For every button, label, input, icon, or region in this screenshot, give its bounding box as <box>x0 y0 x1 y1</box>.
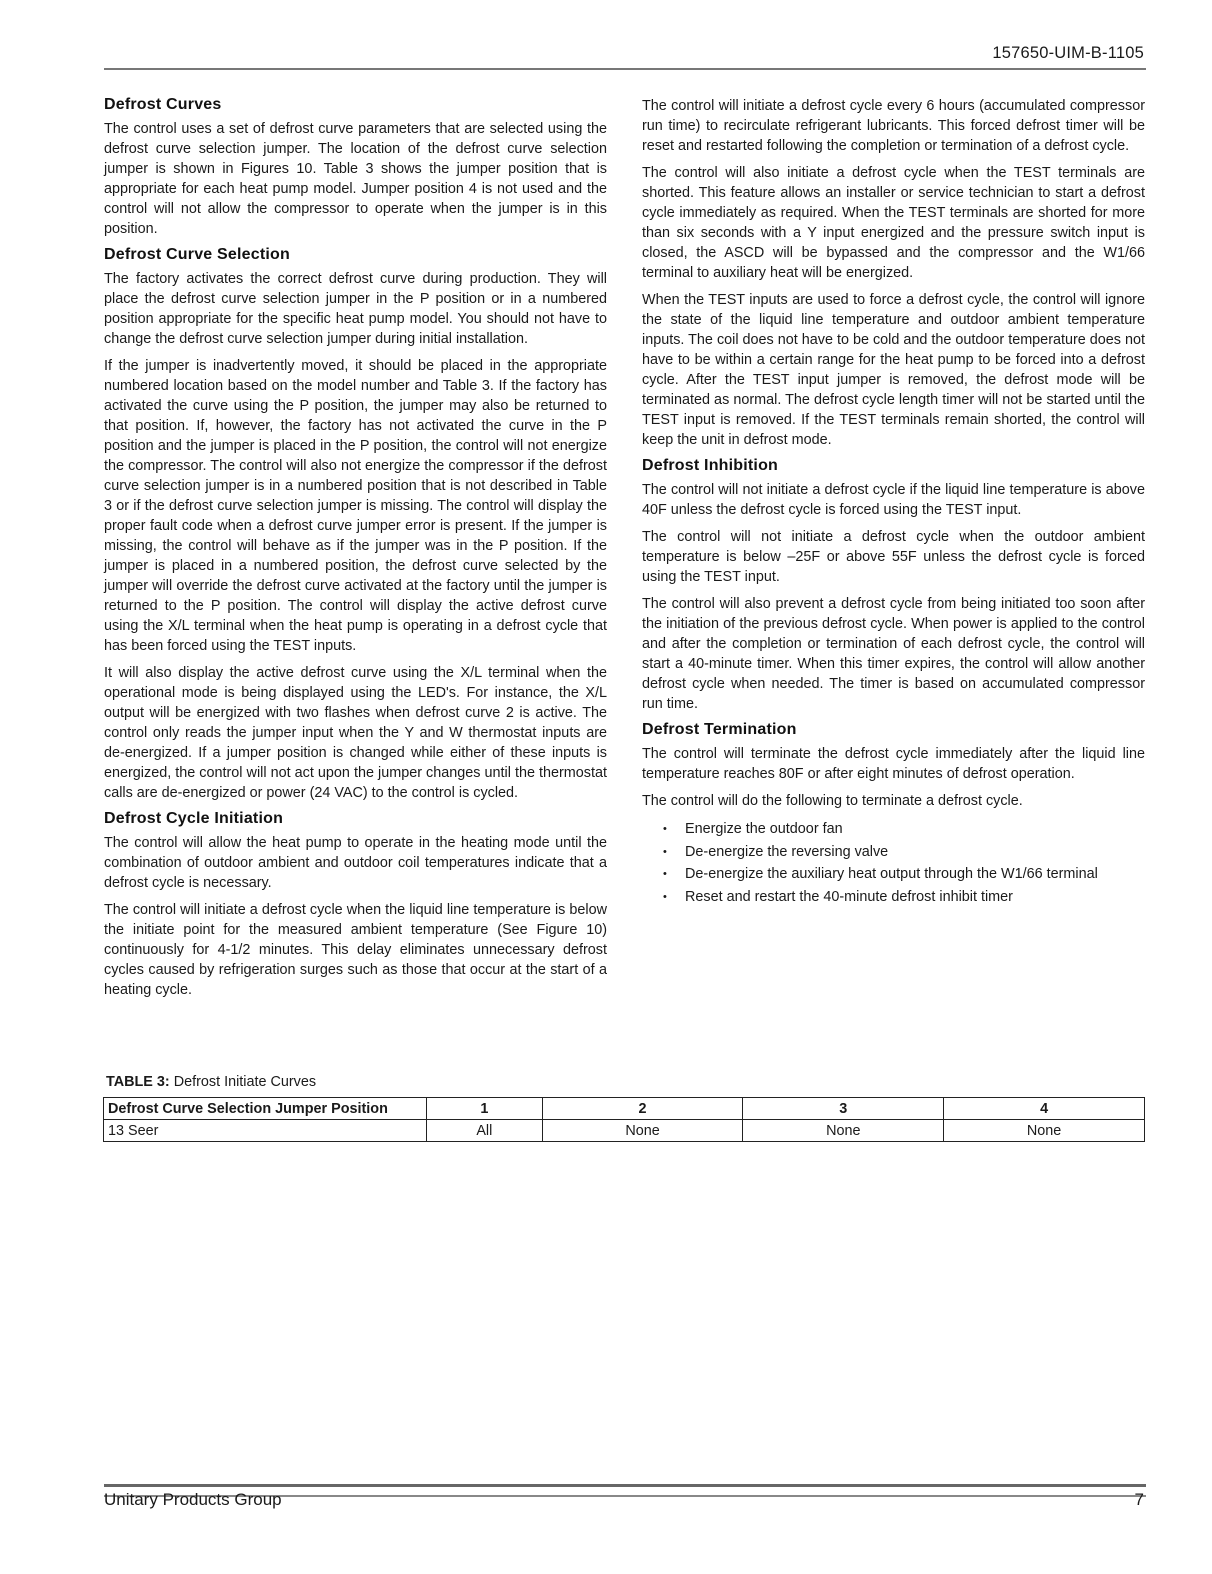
left-column <box>104 96 607 1007</box>
paragraph: The control will not initiate a defrost cycle if the liquid line temperature is above 40F unless the defrost cycle is forced using the TEST input. <box>642 482 1145 518</box>
paragraph: The control will also initiate a defrost cycle when the TEST terminals are shorted. This feature allows an installer or service technician to start a defrost cycle immediately as required. When the TEST terminals are shorted for more than six seconds with a Y input energized and the pressure switch input is closed, the ASCD will be bypassed and the compressor and the W1/66 terminal to auxiliary heat will be energized. <box>642 165 1145 281</box>
section-heading-defrost-inhibition: Defrost Inhibition <box>642 457 779 474</box>
termination-steps-list <box>642 818 1145 908</box>
section-heading-defrost-termination: Defrost Termination <box>642 721 797 738</box>
table-header-cell: 3 <box>743 1098 944 1120</box>
table-header-cell: 4 <box>944 1098 1145 1120</box>
document-number: 157650-UIM-B-1105 <box>992 44 1144 62</box>
paragraph: The control uses a set of defrost curve parameters that are selected using the defrost curve selection jumper. The location of the defrost curve selection jumper is shown in Figures 10. Table 3 shows the jumper position that is appropriate for each heat pump model. Jumper position 4 is not used and the control will not allow the compressor to operate when the jumper is in this position. <box>104 121 607 237</box>
table-cell: None <box>743 1120 944 1142</box>
section-heading-defrost-cycle-initiation: Defrost Cycle Initiation <box>104 810 284 827</box>
paragraph: It will also display the active defrost curve using the X/L terminal when the operational mode is being displayed using the LED's. For instance, the X/L output will be energized with two flashes when defrost curve 2 is active. The control only reads the jumper input when the Y and W thermostat inputs are de-energized. If a jumper position is changed while either of these inputs is energized, the control will not act upon the jumper changes until the thermostat calls are de-energized or power (24 VAC) to the control is cycled. <box>104 665 607 801</box>
list-item: • De-energize the reversing valve <box>642 841 1145 864</box>
footer-company-name: Unitary Products Group <box>104 1490 282 1509</box>
table-cell: 13 Seer <box>104 1120 427 1142</box>
paragraph: The factory activates the correct defrost curve during production. They will place the defrost curve selection jumper in the P position or in a numbered position appropriate for the specific heat pump model. You should not have to change the defrost curve selection jumper during initial installation. <box>104 271 607 347</box>
table-row <box>104 1120 1145 1142</box>
table-header-cell: 2 <box>542 1098 743 1120</box>
paragraph: The control will also prevent a defrost cycle from being initiated too soon after the initiation of the previous defrost cycle. When power is applied to the control and after the completion or termination of each defrost cycle, the control will start a 40-minute timer. When this timer expires, the control will allow another defrost cycle when needed. The timer is based on accumulated compressor run time. <box>642 596 1145 712</box>
page-number: 7 <box>1134 1490 1144 1509</box>
paragraph: If the jumper is inadvertently moved, it should be placed in the appropriate numbered location based on the model number and Table 3. If the factory has activated the curve using the P position, the jumper may also be returned to that position. If, however, the factory has not activated the curve in the P position and the jumper is placed in the P position, the control will not energize the compressor. The control will also not energize the compressor if the defrost curve selection jumper is in a numbered position that is not described in Table 3 or if the defrost curve selection jumper is missing. The control will display the proper fault code when a defrost curve jumper error is present. If the jumper is missing, the control will behave as if the jumper was in the P position. If the jumper is placed in a numbered position, the defrost curve selected by the jumper will override the defrost curve activated at the factory until the jumper is returned to the P position. The control will display the active defrost curve using the X/L terminal when the heat pump is operating in a defrost cycle that has been forced using the TEST inputs. <box>104 358 607 654</box>
list-item: • Energize the outdoor fan <box>642 818 1145 841</box>
paragraph: When the TEST inputs are used to force a defrost cycle, the control will ignore the state of the liquid line temperature and outdoor ambient temperature inputs. The coil does not have to be cold and the outdoor temperature does not have to be within a certain range for the heat pump to be forced into a defrost cycle. After the TEST input jumper is removed, the defrost mode will be terminated as normal. The defrost cycle length timer will not be started until the TEST input is removed. If the TEST terminals remain shorted, the control will keep the unit in defrost mode. <box>642 292 1145 448</box>
table-cell: None <box>944 1120 1145 1142</box>
paragraph: The control will initiate a defrost cycle every 6 hours (accumulated compressor run time) to recirculate refrigerant lubricants. This forced defrost timer will be reset and restarted following the completion or termination of a defrost cycle. <box>642 98 1145 154</box>
paragraph: The control will not initiate a defrost cycle when the outdoor ambient temperature is below –25F or above 55F unless the defrost cycle is forced using the TEST input. <box>642 529 1145 585</box>
table-cell: None <box>542 1120 743 1142</box>
table-caption-text: Defrost Initiate Curves <box>173 1074 317 1090</box>
section-heading-defrost-curve-selection: Defrost Curve Selection <box>104 246 290 263</box>
right-column <box>642 96 1145 908</box>
table-cell: All <box>427 1120 543 1142</box>
table-header-cell: Defrost Curve Selection Jumper Position <box>104 1098 427 1120</box>
table-header-row <box>104 1098 1145 1120</box>
paragraph: The control will allow the heat pump to operate in the heating mode until the combination of outdoor ambient and outdoor coil temperatures indicate that a defrost cycle is necessary. <box>104 835 607 891</box>
paragraph: The control will terminate the defrost cycle immediately after the liquid line temperature reaches 80F or after eight minutes of defrost operation. <box>642 746 1145 782</box>
list-item: • De-energize the auxiliary heat output through the W1/66 terminal <box>642 863 1145 886</box>
paragraph: The control will initiate a defrost cycle when the liquid line temperature is below the initiate point for the measured ambient temperature (See Figure 10) continuously for 4-1/2 minutes. This delay eliminates unnecessary defrost cycles caused by refrigeration surges such as those that occur at the start of a heating cycle. <box>104 902 607 998</box>
header-rule <box>104 68 1146 70</box>
table-caption-label: TABLE 3: <box>106 1074 170 1090</box>
defrost-initiate-curves-table <box>103 1097 1145 1142</box>
table-header-cell: 1 <box>427 1098 543 1120</box>
table-caption <box>106 1074 316 1090</box>
section-heading-defrost-curves: Defrost Curves <box>104 96 222 113</box>
list-item: • Reset and restart the 40-minute defrost inhibit timer <box>642 886 1145 909</box>
paragraph: The control will do the following to terminate a defrost cycle. <box>642 793 1023 809</box>
